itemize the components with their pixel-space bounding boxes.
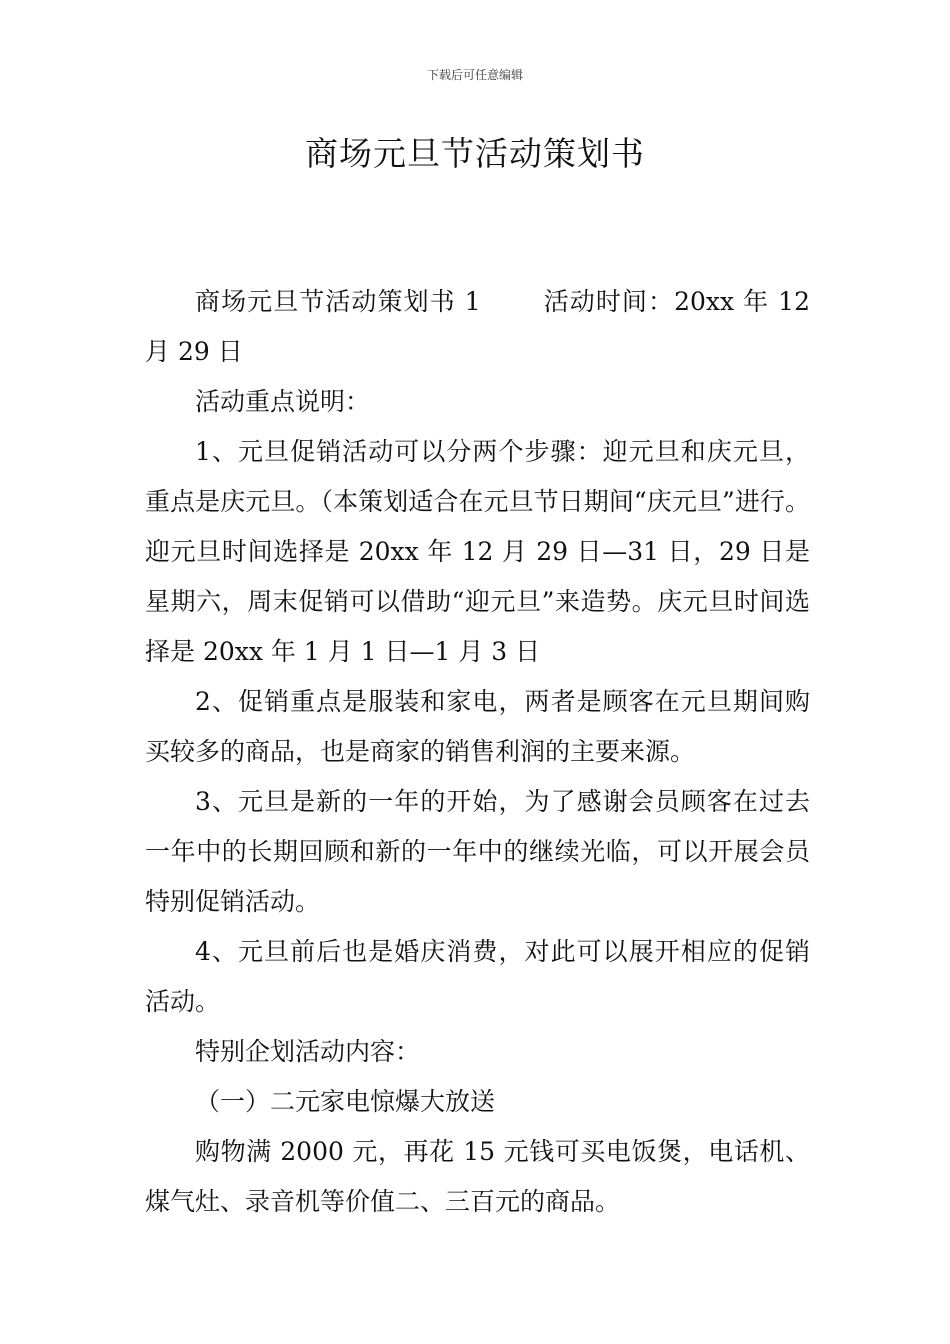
- paragraph-point-4: 4、元旦前后也是婚庆消费，对此可以展开相应的促销活动。: [145, 937, 810, 1016]
- document-body: [145, 277, 810, 1227]
- intro-paragraph: [145, 277, 810, 377]
- paragraph-point-3: 3、元旦是新的一年的开始，为了感谢会员顾客在过去一年中的长期回顾和新的一年中的继续光临，可以开展会员特别促销活动。: [145, 787, 810, 916]
- paragraph-point-2: 2、促销重点是服装和家电，两者是顾客在元旦期间购买较多的商品，也是商家的销售利润的主要来源。: [145, 687, 810, 766]
- intro-activity-time: 活动时间：20xx 年 12 月 29 日: [145, 287, 810, 366]
- header-note: 下载后可任意编辑: [426, 68, 523, 82]
- paragraph-point-1: 1、元旦促销活动可以分两个步骤：迎元旦和庆元旦，重点是庆元旦。（本策划适合在元旦节日期间“庆元旦”进行。迎元旦时间选择是 20xx 年 12 月 29 日—31 日，29 日是星期六，周末促销可以借助“迎元旦”来造势。庆元旦时间选择是 20xx 年 1 月 1 日—1 月 3 日: [145, 437, 810, 666]
- section-heading-special-activities: 特别企划活动内容：: [195, 1037, 421, 1066]
- intro-doc-name: 商场元旦节活动策划书 1: [195, 287, 481, 316]
- paragraph-activity-1-detail: 购物满 2000 元，再花 15 元钱可买电饭煲，电话机、煤气灶、录音机等价值二、三百元的商品。: [145, 1137, 810, 1216]
- subheading-activity-1: （一）二元家电惊爆大放送: [195, 1087, 496, 1116]
- section-heading-key-notes: 活动重点说明：: [195, 387, 371, 416]
- document-title: 商场元旦节活动策划书: [305, 134, 645, 173]
